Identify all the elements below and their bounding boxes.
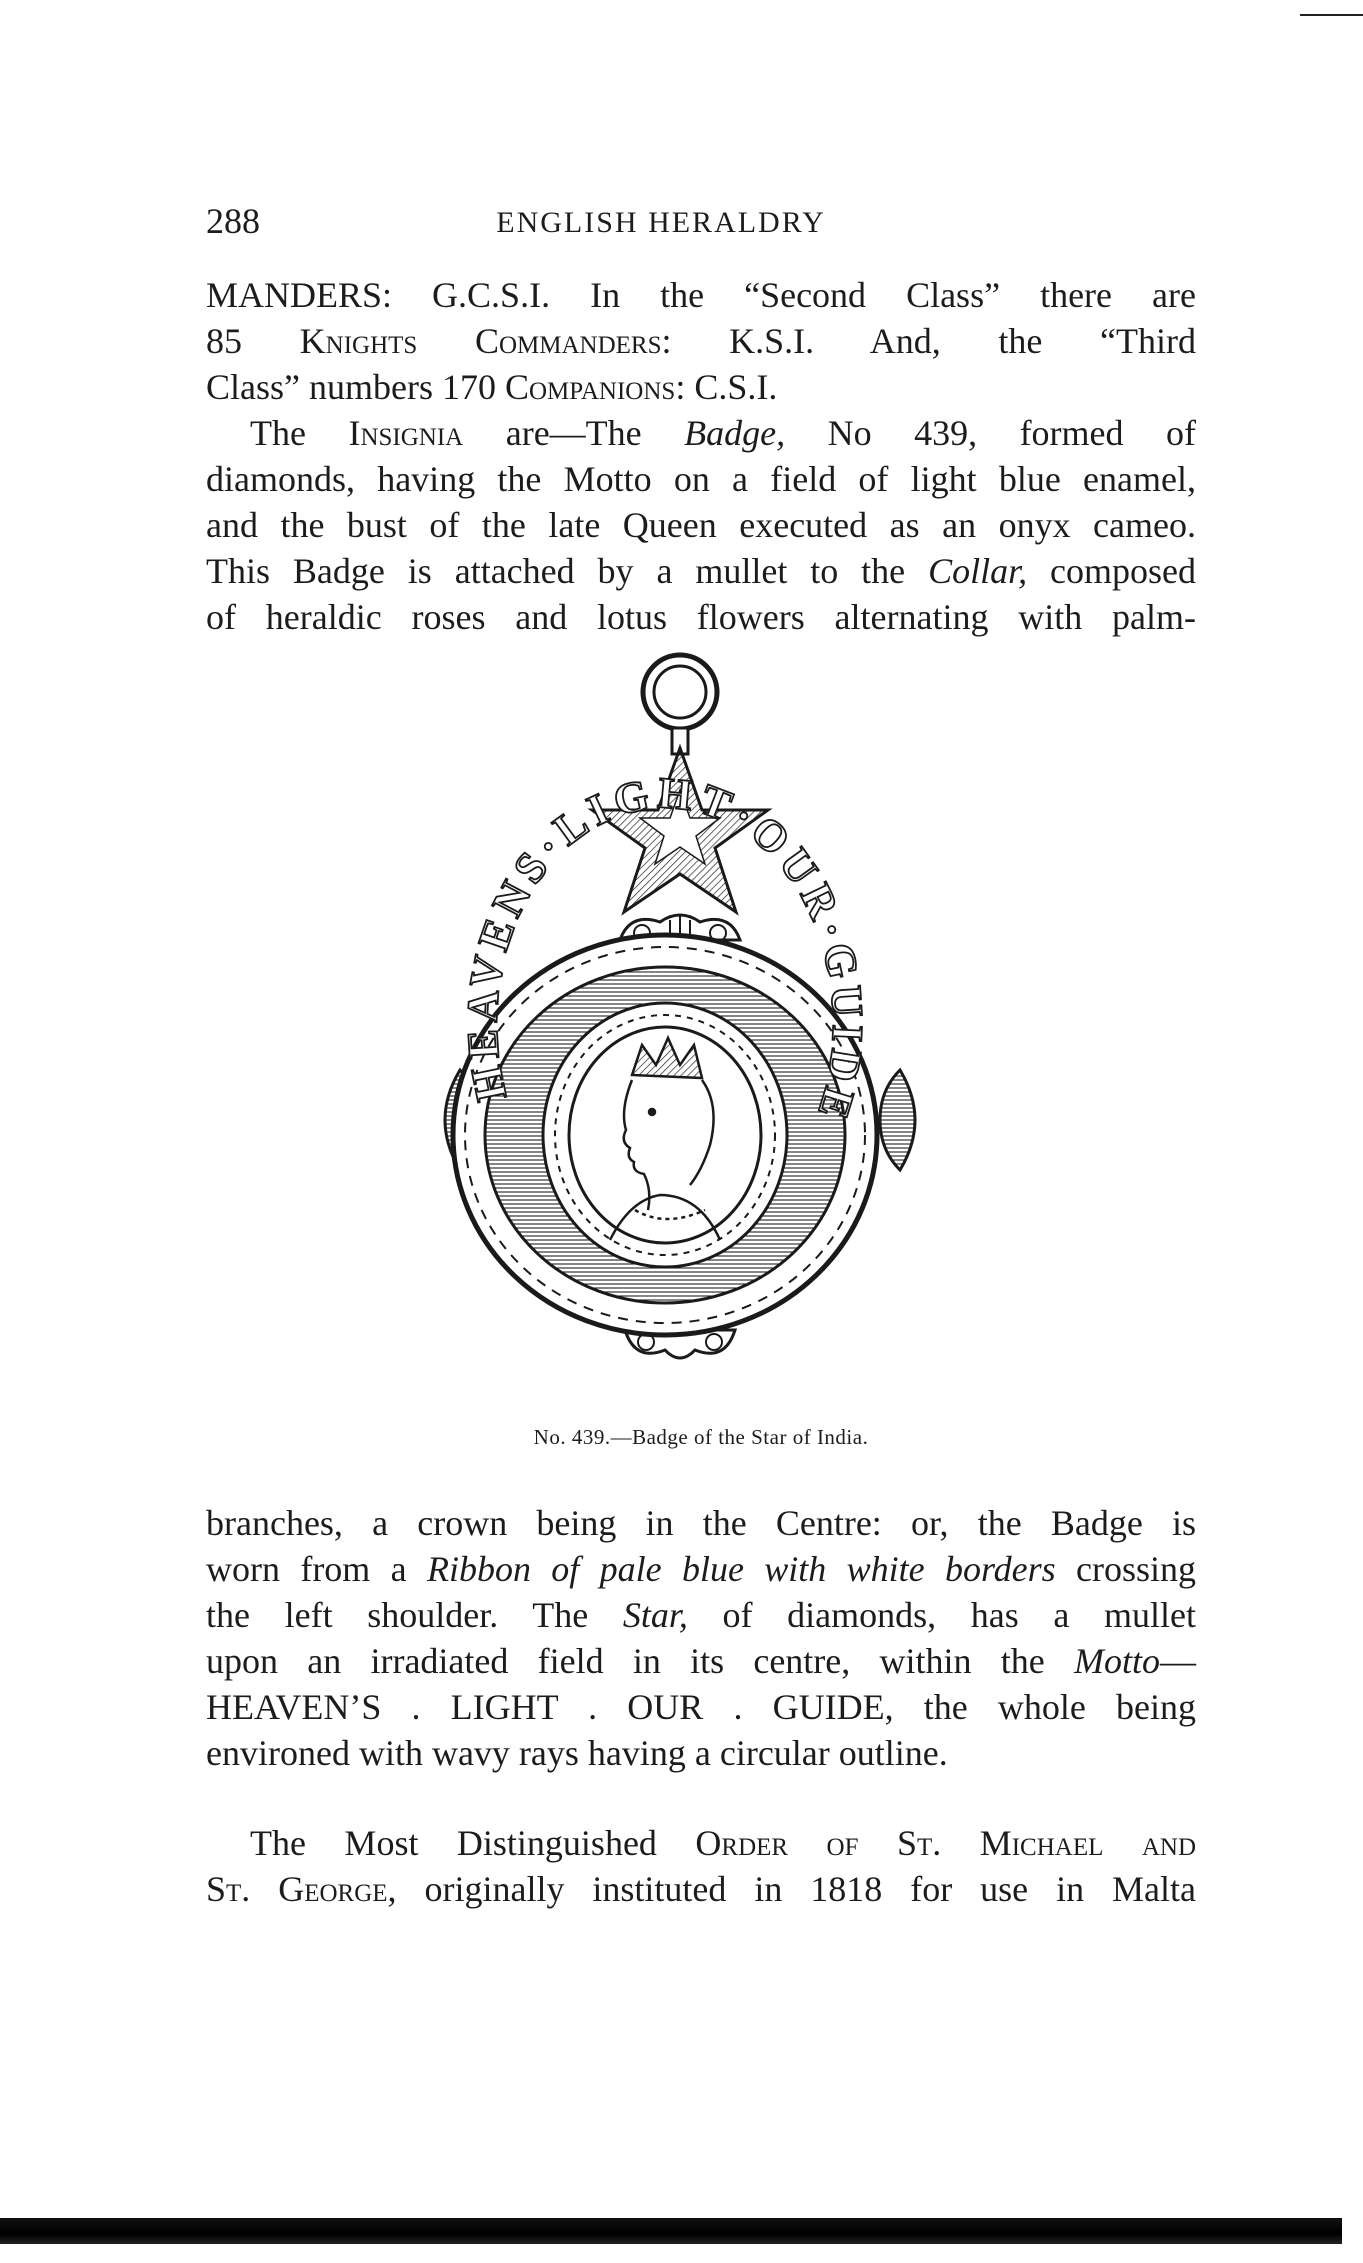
- text-line: and the bust of the late Queen executed as an onyx cameo.: [206, 505, 1196, 545]
- text-line: worn from a Ribbon of pale blue with white borders crossing: [206, 1549, 1196, 1589]
- page-number: 288: [206, 201, 260, 241]
- badge-oval: [453, 935, 877, 1335]
- text-line: St. George, originally instituted in 1818 for use in Malta: [206, 1869, 1196, 1909]
- suspension-ring: [643, 655, 717, 754]
- top-rule: [1300, 14, 1363, 16]
- text-line: of heraldic roses and lotus flowers alternating with palm-: [206, 597, 1196, 637]
- text-line: diamonds, having the Motto on a field of light blue enamel,: [206, 459, 1196, 499]
- text-line: MANDERS: G.C.S.I. In the “Second Class” there are: [206, 275, 1196, 315]
- paragraph-2: [206, 410, 1196, 640]
- badge-motto: HEAVENS·LIGHT·OUR·GUIDE: [457, 768, 873, 1130]
- page-header: [206, 200, 1196, 260]
- text-line: environed with wavy rays having a circular outline.: [206, 1733, 948, 1773]
- text-line: HEAVEN’S . LIGHT . OUR . GUIDE, the whole being: [206, 1687, 1196, 1727]
- text-line: This Badge is attached by a mullet to the Collar, composed: [206, 551, 1196, 591]
- text-line: upon an irradiated field in its centre, within the Motto—: [206, 1641, 1196, 1681]
- text-line: branches, a crown being in the Centre: or, the Badge is: [206, 1503, 1196, 1543]
- bottom-rule: [0, 2218, 1342, 2244]
- text-line: 85 Knights Commanders: K.S.I. And, the “Third: [206, 321, 1196, 361]
- text-line: The Insignia are—The Badge, No 439, formed of: [250, 413, 1197, 453]
- figure-caption: No. 439.—Badge of the Star of India.: [533, 1425, 869, 1449]
- paragraph-1: [206, 272, 1196, 410]
- text-line: The Most Distinguished Order of St. Michael and: [250, 1823, 1196, 1863]
- text-line: the left shoulder. The Star, of diamonds, has a mullet: [206, 1595, 1196, 1635]
- badge-illustration: [420, 650, 940, 1400]
- paragraph-4: [206, 1820, 1196, 1912]
- running-title: ENGLISH HERALDRY: [496, 206, 826, 239]
- text-line: Class” numbers 170 Companions: C.S.I.: [206, 367, 778, 407]
- paragraph-3: [206, 1500, 1196, 1776]
